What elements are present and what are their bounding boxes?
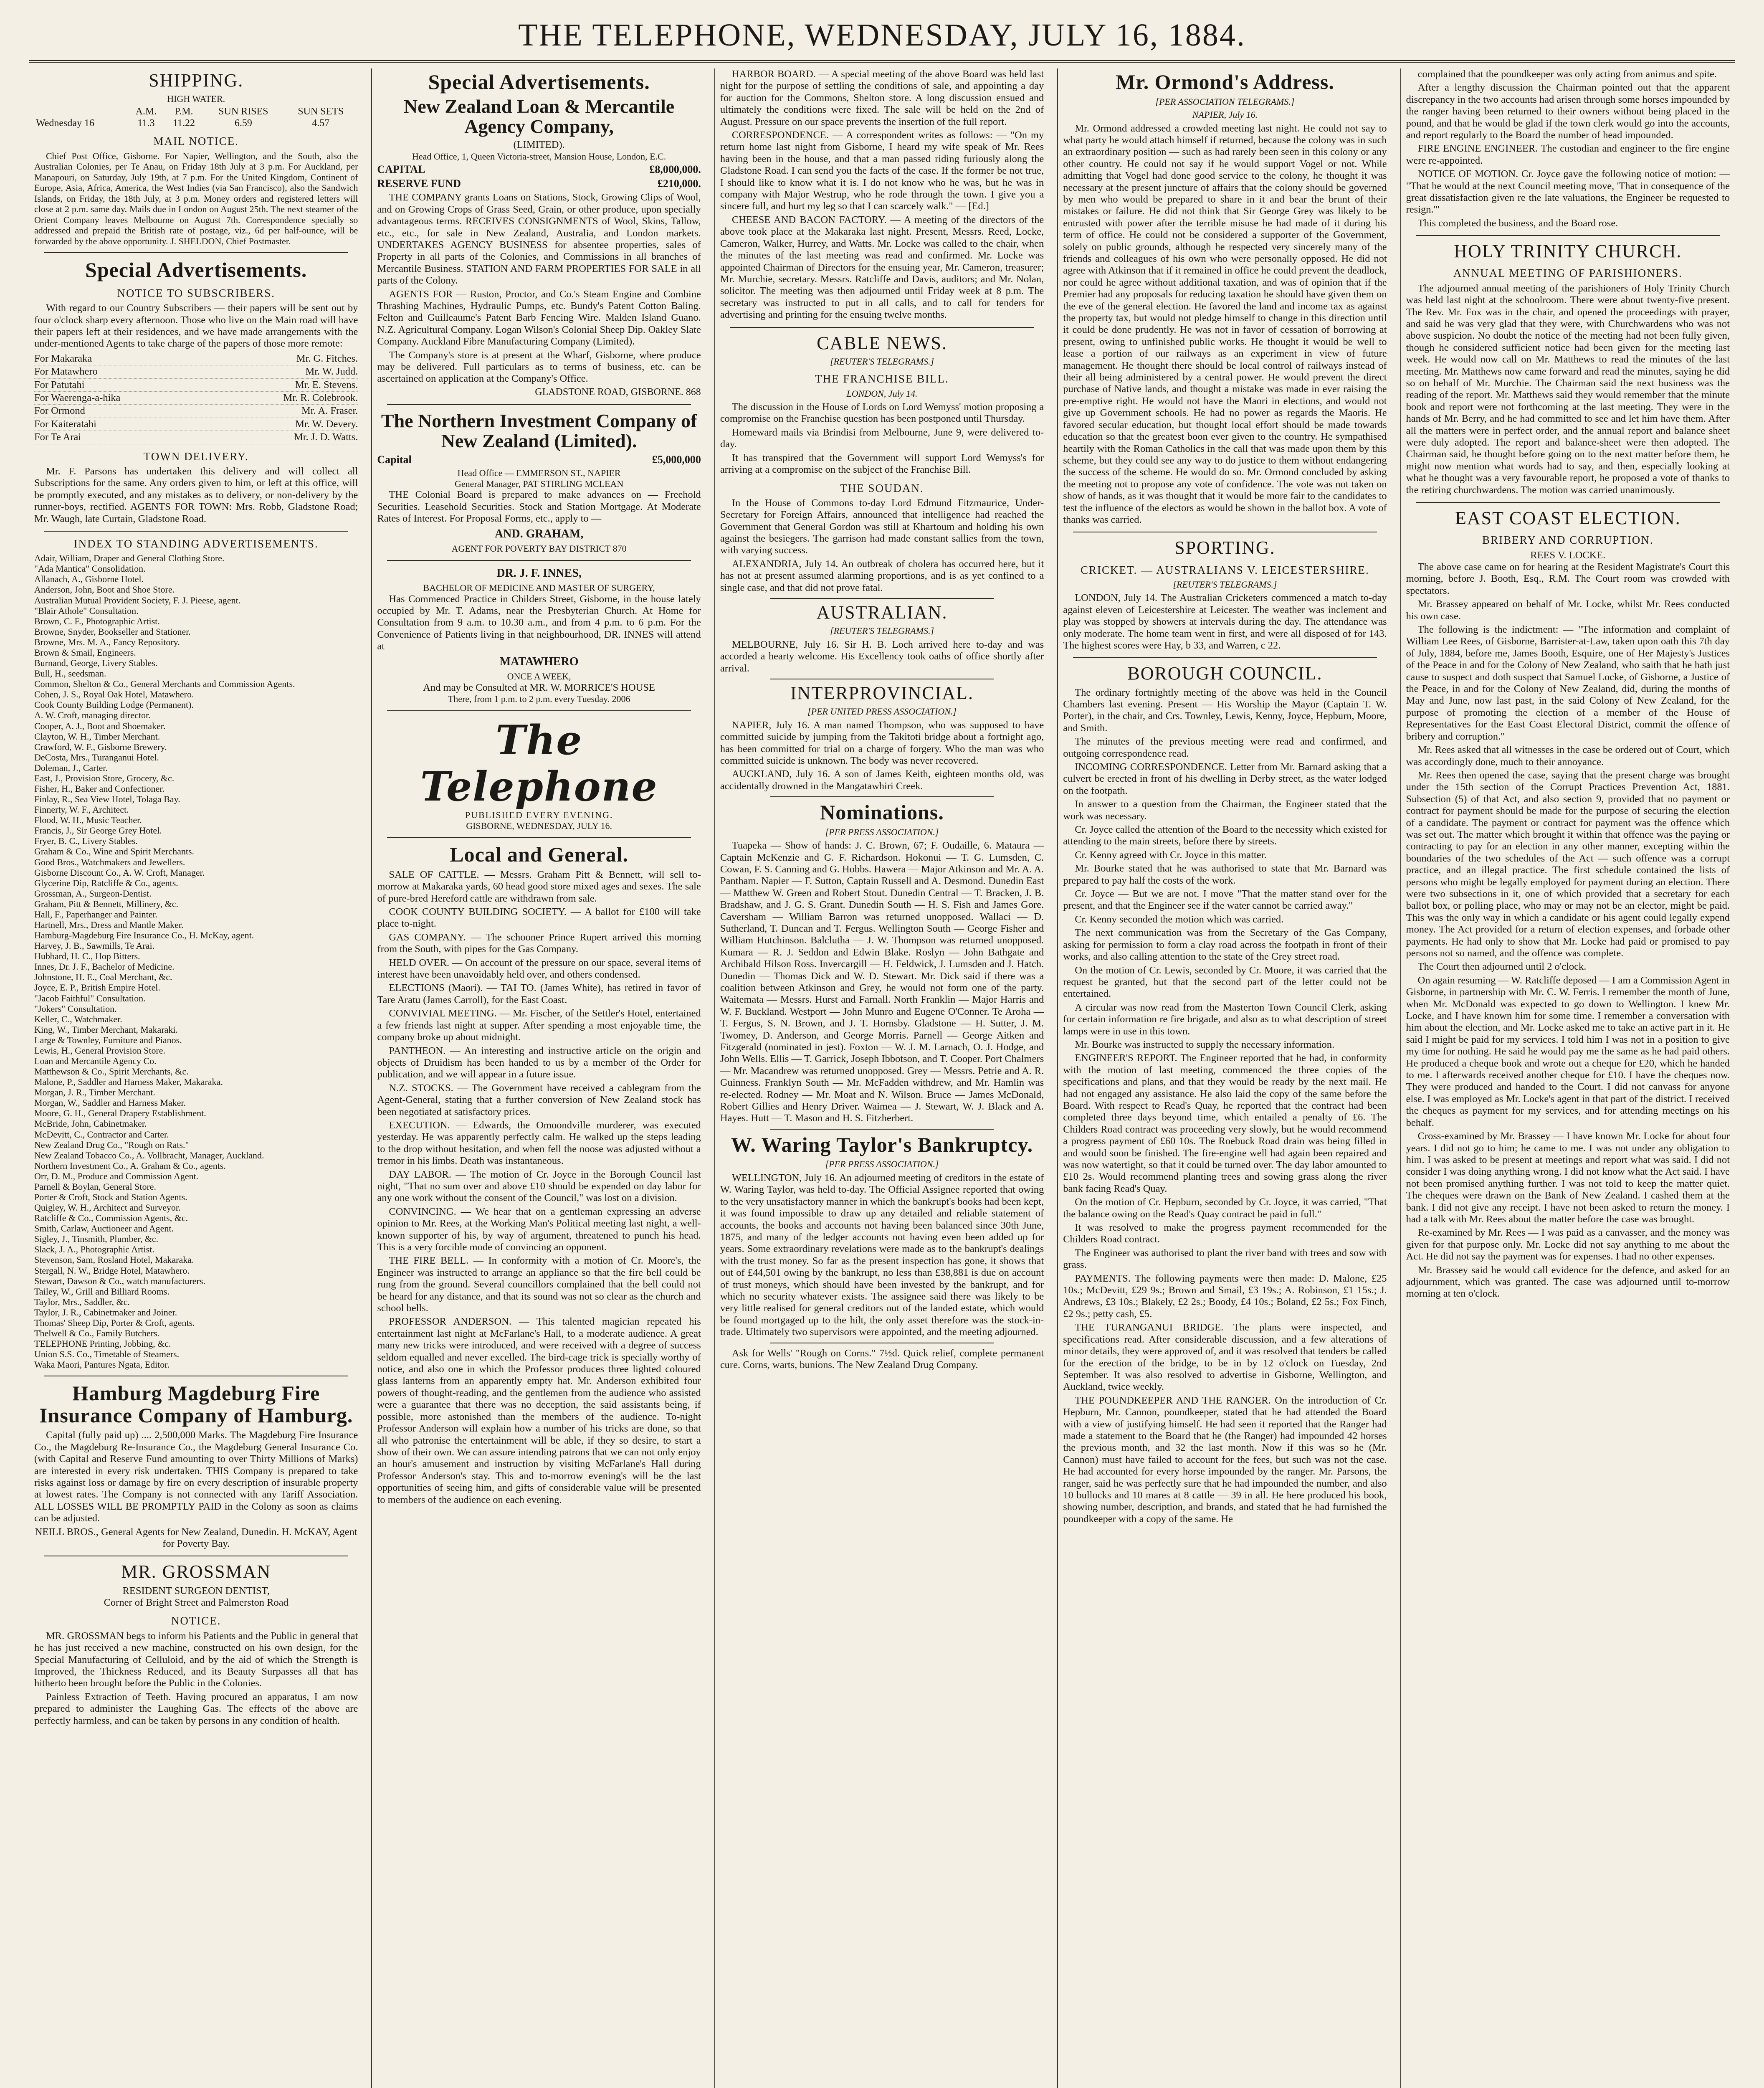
hamburg-title: Hamburg Magdeburg Fire Insurance Company of Hamburg. xyxy=(39,1381,353,1427)
nominations-title: Nominations. xyxy=(820,801,944,824)
harbour-news xyxy=(720,68,1044,321)
news-paragraph: PANTHEON. — An interesting and instructive article on the origin and objects of Druidism has been handed to us by a member of the Order for publication, and we will appear in a future issue. xyxy=(377,1045,701,1080)
waring-title: W. Waring Taylor's Bankruptcy. xyxy=(731,1133,1033,1156)
index-entry: Lewis, H., General Provision Store. xyxy=(34,1045,166,1056)
tide-col: SUN SETS xyxy=(298,106,344,117)
divider xyxy=(387,560,691,561)
grossman-name: MR. GROSSMAN xyxy=(121,1561,271,1582)
index-entry: Taylor, Mrs., Saddler, &c. xyxy=(34,1296,130,1307)
northern-agent: AND. GRAHAM, xyxy=(494,527,584,540)
index-entry: Ratcliffe & Co., Commission Agents, &c. xyxy=(34,1213,188,1224)
nominations-sub: [PER PRESS ASSOCIATION.] xyxy=(825,826,939,837)
subscribers-body: With regard to our Country Subscribers — their papers will be sent out by four o'clock sharp every afternoon. Those who live on the Main road will have their papers left at their residences, and we have made arrangements with the under-mentioned Agents to take charge of the papers of those more remote: xyxy=(34,302,358,350)
loan-company: New Zealand Loan & Mercantile Agency Company, xyxy=(404,95,675,137)
news-paragraph: GAS COMPANY. — The schooner Prince Rupert arrived this morning from the South, with pipes for the Gas Company. xyxy=(377,931,701,955)
ormond-sub: [PER ASSOCIATION TELEGRAMS.] xyxy=(1155,96,1295,107)
news-paragraph: SALE OF CATTLE. — Messrs. Graham Pitt & Bennett, will sell to-morrow at Makaraka yards, 60 head good store mixed ages and sexes. The sale of pure-bred Hereford cattle are withdrawn from sale. xyxy=(377,869,701,904)
index-entry: Good Bros., Watchmakers and Jewellers. xyxy=(34,856,185,867)
loan-office: Head Office, 1, Queen Victoria-street, Mansion House, London, E.C. xyxy=(412,151,666,162)
list-item: For Te Arai Mr. J. D. Watts. xyxy=(34,431,358,444)
east-coast-sub: BRIBERY AND CORRUPTION. xyxy=(1482,534,1654,547)
index-entry: Innes, Dr. J. F., Bachelor of Medicine. xyxy=(34,961,175,972)
innes-place: MATAWHERO xyxy=(499,655,579,668)
news-paragraph: After a lengthy discussion the Chairman pointed out that the apparent discrepancy in the two accounts had arisen through some horses impounded by the ranger having been returned to their owners without being placed in the pound, and that he would be glad if the town clerk would go into the accounts, and report regularly to the Board the number of head impounded. xyxy=(1406,82,1730,141)
index-entry: "Ada Mantica" Consolidation. xyxy=(34,563,146,574)
australian-title: AUSTRALIAN. xyxy=(816,602,948,623)
grossman-role: RESIDENT SURGEON DENTIST, xyxy=(122,1585,270,1596)
news-paragraph: COOK COUNTY BUILDING SOCIETY. — A ballot for £100 will take place to-night. xyxy=(377,906,701,930)
tide-cell: 11.22 xyxy=(172,117,195,129)
index-entry: Common, Shelton & Co., General Merchants and Commission Agents. xyxy=(34,679,295,689)
index-entry: Flood, W. H., Music Teacher. xyxy=(34,815,142,826)
index-entry: Bull, H., seedsman. xyxy=(34,668,106,679)
index-entry: Graham, Pitt & Bennett, Millinery, &c. xyxy=(34,898,179,909)
news-paragraph: The discussion in the House of Lords on Lord Wemyss' motion proposing a compromise on the Franchise question has been postponed until Thursday. xyxy=(720,401,1044,425)
high-water-label: HIGH WATER. xyxy=(167,94,225,104)
east-coast-title: EAST COAST ELECTION. xyxy=(1455,508,1681,529)
index-entry: Taylor, J. R., Cabinetmaker and Joiner. xyxy=(34,1307,177,1318)
index-entry: Brown & Smail, Engineers. xyxy=(34,647,136,658)
index-entry: Hubbard, H. C., Hop Bitters. xyxy=(34,951,140,962)
news-paragraph: CONVIVIAL MEETING. — Mr. Fischer, of the Settler's Hotel, entertained a few friends last night at supper. After spending a most enjoyable time, the company broke up about midnight. xyxy=(377,1008,701,1043)
index-entry: Fisher, H., Baker and Confectioner. xyxy=(34,783,165,794)
franchise-title: THE FRANCHISE BILL. xyxy=(815,372,949,385)
news-paragraph: Cr. Kenny agreed with Cr. Joyce in this matter. xyxy=(1075,849,1267,861)
agents-list xyxy=(34,352,358,444)
news-paragraph: Cr. Joyce called the attention of the Board to the necessity which existed for attending to the main streets, before there by streets. xyxy=(1063,824,1387,847)
trinity-body: The adjourned annual meeting of the parishioners of Holy Trinity Church was held last night at the schoolroom. There were about twenty-five present. The Rev. Mr. Fox was in the chair, and opened the proceedings with prayer, and said he was very glad that they were, with Churchwardens who was not above suspicion. No doubt the notice of the meeting had not been fully given, though he considered sufficient notice had been given for the meeting last week. He would now call on Mr. Matthews to read the minutes of the last meeting. Mr. Matthews now came forward and read the minutes, saying he did so on behalf of Mr. Murchie. The Chairman said the next business was the reading of the report. Mr. Matthews said they would remember that the minute book and report were not forthcoming at the last meeting. They were in the hands of Mr. Berry, and he had committed to see and let him have them. After all the matters were in perfect order, and the annual report and balance sheet were duly adopted. The report and balance-sheet were then adopted. The Chairman said, he thought before going on to the next matter before them, he might now mention what words had to say, and then, especially looking at what he thought was a very favourable report, he proposed a vote of thanks to the retiring churchwardens. The motion was carried unanimously. xyxy=(1406,282,1730,496)
index-entry: Smith, Carlaw, Auctioneer and Agent. xyxy=(34,1223,174,1234)
hamburg-sign: NEILL BROS., General Agents for New Zealand, Dunedin. H. McKAY, Agent for Poverty Bay. xyxy=(35,1526,357,1549)
news-paragraph: INCOMING CORRESPONDENCE. Letter from Mr. Barnard asking that a culvert be erected in front of his dwelling in Derby street, as the water lodged on the footpath. xyxy=(1063,761,1387,796)
news-paragraph: FIRE ENGINE ENGINEER. The custodian and engineer to the fire engine were re-appointed. xyxy=(1406,143,1730,166)
inter-sub: [PER UNITED PRESS ASSOCIATION.] xyxy=(807,706,957,717)
index-entry: Brown, C. F., Photographic Artist. xyxy=(34,616,160,626)
tide-cell: 6.59 xyxy=(234,117,252,129)
nominations-body: Tuapeka — Show of hands: J. C. Brown, 67; F. Oudaille, 6. Mataura — Captain McKenzie and G. F. Richardson. Hokonui — T. G. Lumsden, C. Cowan, F. S. Canning and G. Hobbs. Hawera — Major Atkinson and Mr. A. A. Pantham. Napier — F. Sutton, Captain Russell and A. Desmond. Dunedin East — Matthew W. Green and Robert Stout. Dunedin Central — T. Bracken, J. B. Bradshaw, and J. G. S. Grant. Dunedin South — H. S. Fish and James Gore. Caversham — William Barron was returned unopposed. Wallaci — D. Sutherland, T. Duncan and T. Fergus. Wellington South — George Fisher and William Hutchinson. Balclutha — J. W. Thompson was returned unopposed. Kumara — R. J. Seddon and Edwin Blake. Roslyn — John Bathgate and Archibald Hilson Ross. Invercargill — H. Feldwick, J. Lumsden and J. Hatch. Dunedin — Thomas Dick and W. D. Stewart. Mr. Dick said if there was a coalition between Atkinson and Grey, he would not form one of the party. Waitemata — Messrs. Hurst and Farnall. North Franklin — Major Harris and W. F. Buckland. Westport — John Munro and Eugene O'Conner. Te Aroha — T. Fergus, S. N. Brown, and J. T. Hornsby. Gladstone — H. Sutter, J. M. Twomey, D. Anderson, and George Morris. Parnell — George Aitken and Fitzgerald (nominated in jest). Foxton — W. J. M. Larnach, O. J. Hodge, and John Wells. Ellis — T. Garrick, Joseph Ibbotson, and T. Cooper. Port Chalmers — Mr. Macandrew was returned unopposed. Grey — Messrs. Petrie and A. R. Guinness. Franklyn South — Mr. McFadden withdrew, and Mr. Hamlin was re-elected. Rodney — Mr. Moat and N. Wilson. Bruce — James McDonald, Robert Gillies and Henry Driver. Waimea — J. Stewart, W. J. Black and A. Hayes. Hutt — T. Mason and H. S. Fitzherbert. xyxy=(720,840,1044,1124)
divider xyxy=(387,404,691,405)
index-entry: Fryer, B. C., Livery Stables. xyxy=(34,836,138,846)
cricket-body: LONDON, July 14. The Australian Cricketers commenced a match to-day against eleven of Leicestershire at Leicester. The weather was inclement and play was stopped by showers at intervals during the day. The attendance was only moderate. The home team went in first, and were all disposed of for 143. The highest scores were Hay, b 33, and Warren, c 22. xyxy=(1063,592,1387,651)
index-entry: Hamburg-Magdeburg Fire Insurance Co., H. McKay, agent. xyxy=(34,930,254,941)
news-paragraph: The next communication was from the Secretary of the Gas Company, asking for permission to form a clay road across the footpath in front of their works, and also calling attention to the state of the Grey street road. xyxy=(1063,927,1387,963)
index-title: INDEX TO STANDING ADVERTISEMENTS. xyxy=(73,537,319,550)
index-entry: TELEPHONE Printing, Jobbing, &c. xyxy=(34,1338,171,1349)
tide-cell: 11.3 xyxy=(137,117,155,129)
index-entry: Thelwell & Co., Family Butchers. xyxy=(34,1328,160,1339)
news-paragraph: Mr. Brassey appeared on behalf of Mr. Locke, whilst Mr. Rees conducted his own case. xyxy=(1406,598,1730,622)
index-entry: Moore, G. H., General Drapery Establishment. xyxy=(34,1108,206,1119)
index-entry: Graham & Co., Wine and Spirit Merchants. xyxy=(34,846,195,857)
index-entry: Malone, P., Saddler and Harness Maker, Makaraka. xyxy=(34,1077,223,1087)
mail-notice-title: MAIL NOTICE. xyxy=(153,135,239,148)
news-paragraph: The following is the indictment: — "The information and complaint of William Lee Rees, of Gisborne, Barrister-at-Law, taken upon oath this 7th day of July, 1884, before me, James Booth, Esquire, one of Her Majesty's Justices of the Peace in and for the Colony of New Zealand, who saith that he hath just cause to suspect and doth suspect that Samuel Locke, of Gisborne, a Justice of the Peace, in and for the Colony of New Zealand, did, during the months of May and June, now last past, in the said Colony of New Zealand, for the purpose of promoting the election of a member of the House of Representatives for the East Coast Electoral District, commit the offence of bribery and corruption." xyxy=(1406,624,1730,742)
northern-manager: General Manager, PAT STIRLING MCLEAN xyxy=(454,478,624,489)
index-entry: "Blair Athole" Consultation. xyxy=(34,605,139,616)
divider xyxy=(770,796,994,797)
news-paragraph: Cr. Kenny seconded the motion which was carried. xyxy=(1075,913,1284,925)
news-paragraph: This completed the business, and the Board rose. xyxy=(1417,217,1618,229)
news-paragraph: On the motion of Cr. Hepburn, seconded by Cr. Joyce, it was carried, "That the balance owing on the Read's Quay contract be paid in full." xyxy=(1063,1196,1387,1220)
index-entry: DeCosta, Mrs., Turanganui Hotel. xyxy=(34,752,159,763)
news-paragraph: The ordinary fortnightly meeting of the above was held in the Council Chambers last evening. Present — His Worship the Mayor (Captain T. W. Porter), in the chair, and Crs. Townley, Lewis, Kenny, Joyce, Hepburn, Moore, and Smith. xyxy=(1063,687,1387,734)
index-entry: Stevenson, Sam, Rosland Hotel, Makaraka. xyxy=(34,1254,194,1265)
news-paragraph: NAPIER, July 16. A man named Thompson, who was supposed to have committed suicide by jumping from the Takitoti bridge about a fortnight ago, has been committed for trial on a charge of forgery. Who the man was who committed suicide is unknown. The body was never recovered. xyxy=(720,719,1044,766)
news-paragraph: THE POUNDKEEPER AND THE RANGER. On the introduction of Cr. Hepburn, Mr. Cannon, poundkeeper, stated that he had attended the Board with a view of justifying himself. He had seen it reported that the Ranger had made a statement to the Board that he (the Ranger) had impounded 42 horses the previous month, and 32 the last month. Now if this was so he (Mr. Cannon) must have failed to account for the fees, but such was not the case. He had accounted for every horse impounded by the ranger. Mr. Parsons, the ranger, said he was perfectly sure that he had impounded the number, and also 10 bullocks and 10 mares at 8 cattle — 39 in all. He here produced his book, showing number, description, and brands, and stated that he had furnished the poundkeeper with a copy of the same. He xyxy=(1063,1394,1387,1525)
news-paragraph: The Engineer was authorised to plant the river band with trees and sow with grass. xyxy=(1063,1247,1387,1271)
waring-body: WELLINGTON, July 16. An adjourned meeting of creditors in the estate of W. Waring Taylor, was held to-day. The Official Assignee reported that owing to the very unsatisfactory manner in which the bankrupt's books had been kept, it was found impossible to draw up any detailed and reliable statement of accounts, the books and accounts not having been balanced since 30th June, 1875, and many of the ledger accounts not having even been added up for years. Some extraordinary revelations were made as to the bankrupt's dealings with the trust money. So far as the present inspection has gone, it shows that out of £44,501 owing by the bankrupt, no less than £38,881 is due on account of trust moneys, which should have been invested by the bankrupt, and for which no security whatever exists. The assignee said there was likely to be very little realised for general creditors out of the landed estate, which would be found mortgaged up to the hilt, the only asset therefore was the stock-in-trade. Ultimately two supervisors were appointed, and the meeting adjourned. xyxy=(720,1172,1044,1338)
news-paragraph: It was resolved to make the progress payment recommended for the Childers Road contract. xyxy=(1063,1222,1387,1245)
list-item: For Patutahi Mr. E. Stevens. xyxy=(34,379,358,392)
northern-agent-sub: AGENT FOR POVERTY BAY DISTRICT 870 xyxy=(451,543,627,554)
news-paragraph: Mr. Bourke stated that he was authorised to state that Mr. Barnard was prepared to pay half the costs of the work. xyxy=(1063,863,1387,886)
column-4 xyxy=(1057,68,1392,2088)
loan-agents: AGENTS FOR — Ruston, Proctor, and Co.'s Steam Engine and Combine Thrashing Machines, Hydraulic Pumps, etc. Bundy's Patent Cotton Baling. Felton and Guilleaume's Patent Barb Fencing Wire. Malden Island Guano. N.Z. Agricultural Company. Logan Wilson's Colonial Sheep Dip. Oakley Slate Company. Auckland Fibre Manufacturing Company (Limited). xyxy=(377,288,701,347)
special-ads-title: Special Advertisements. xyxy=(85,258,307,282)
ormond-body: Mr. Ormond addressed a crowded meeting last night. He could not say to what party he would attach himself if returned, because the colony was in such an extraordinary position — such as had rarely been seen in this colony or any other country. He could not say if he would support Vogel or not. While admitting that Vogel had done good service to the colony, he thought it was necessary at the present juncture of affairs that the colony should be governed by men who would be prepared to share in it and bear the brunt of their mistakes or failure. He did not think that Sir George Grey was likely to be entrusted with power after the terrible misuse he had made of it during his term of office. He could not be considered a supporter of the Government, solely on public grounds, although he respected very sincerely many of the friends and colleagues of his own who were personally opposed. He did not agree with Atkinson that if it remained in office he could prevent the deadlock, nor could he agree without additional taxation, and was of opinion that if the Premier had any proposals for reducing taxation he should have given them on the eve of the general election. He favored the land and income tax as against the property tax, but would not pledge himself to change in this direction until it could be done prudently. He was not in favor of cessation of borrowing at present, owing to unfinished public works. He thought it would be well to lease a portion of our railways as an experiment in view of future management. He thought there should be local control of railways instead of their all being administered by a central power. He would prevent the direct purchase of Native lands, and thought a mistake was made in ever raising the pre-emptive right. He would not have the Maori in elections, and would not give up Government schools. He had no power as regards the Maoris. He favored secular education, but thought local effort should be made towards education so that the greatest boon ever given to the country. He sympathised heartily with the Roman Catholics in the call that was made upon them by this scheme, but they could see any way to do justice to them without endangering the success of the scheme. He would do so. Mr. Ormond concluded by asking the meeting not to propose any vote of confidence. The vote was not taken on show of hands, as it was thought that it would be more fair to the candidates to test the influence of the electors as would be shown in the ballot box. A vote of thanks was carried. xyxy=(1063,122,1387,525)
news-paragraph: THE FIRE BELL. — In conformity with a motion of Cr. Moore's, the Engineer was instructed to arrange an appliance so that the fire bell could be rung from the ground. Several councillors complained that the bell could not be heard for any distance, and that its sound was not so clear as the church and school bells. xyxy=(377,1255,701,1314)
column-5 xyxy=(1400,68,1735,2088)
news-paragraph: The Court then adjourned until 2 o'clock. xyxy=(1417,961,1587,973)
index-entry: Morgan, J. R., Timber Merchant. xyxy=(34,1087,155,1098)
innes-place-sub: ONCE A WEEK, xyxy=(507,671,571,682)
index-entry: Tailey, W., Grill and Billiard Rooms. xyxy=(34,1286,170,1297)
news-paragraph: On again resuming — W. Ratcliffe deposed — I am a Commission Agent in Gisborne, in partnership with Mr. C. W. Ferris. I remember the month of June, when Mr. McDonald was expected to go down to Wellington. I knew Mr. Locke, and I have known him for some time. I remember a conversation with him about the election, and Mr. Locke asked me to take an active part in it. He said I might be paid for my services. I told him I was not in a position to give my time for nothing. He said he would pay me the same as he had paid others. He produced a cheque book and wrote out a cheque for £20, which he handed to me. I afterwards received another cheque for £10. I have the cheques now. They were produced and handed to the Court. I did not canvass for anyone else. I was employed as Mr. Locke's agent in that part of the district. I received the cheques as payment for my services, and for attending meetings on his behalf. xyxy=(1406,974,1730,1128)
cricket-sub: [REUTER'S TELEGRAMS.] xyxy=(1173,579,1277,590)
news-paragraph: ELECTIONS (Maori). — TAI TO. (James White), has retired in favor of Tare Aratu (James Carroll), for the East Coast. xyxy=(377,982,701,1006)
index-list xyxy=(34,553,358,1370)
index-entry: Adair, William, Draper and General Clothing Store. xyxy=(34,553,225,564)
news-paragraph: CONVINCING. — We hear that on a gentleman expressing an adverse opinion to Mr. Rees, at the Working Man's Political meeting last night, a well-known supporter of his, by way of argument, threatened to punch his head. This is a very forcible mode of convincing an opponent. xyxy=(377,1206,701,1253)
grossman-painless: Painless Extraction of Teeth. Having procured an apparatus, I am now prepared to administer the Laughing Gas. The effects of the above are perfectly harmless, and can be taken by persons in any condition of health. xyxy=(34,1691,358,1726)
index-entry: Union S.S. Co., Timetable of Steamers. xyxy=(34,1349,180,1360)
news-paragraph: A circular was now read from the Masterton Town Council Clerk, asking for certain information re fire brigade, and also as to what description of street lamps were in use in this town. xyxy=(1063,1001,1387,1037)
borough-continued xyxy=(1406,68,1730,229)
divider xyxy=(1416,502,1720,503)
northern-body: THE Colonial Board is prepared to make advances on — Freehold Securities. Leasehold Securities. Stock and Station Mortgage. At Moderate Rates of Interest. For Proposal Forms, etc., apply to — xyxy=(377,489,701,525)
tide-cell: 4.57 xyxy=(312,117,330,129)
loan-sign: GLADSTONE ROAD, GISBORNE. 868 xyxy=(535,386,701,398)
innes-consult: And may be Consulted at MR. W. MORRICE'S HOUSE xyxy=(423,682,655,693)
inter-title: INTERPROVINCIAL. xyxy=(790,682,974,703)
borough-news xyxy=(1063,687,1387,1525)
hamburg-body: Capital (fully paid up) .... 2,500,000 Marks. The Magdeburg Fire Insurance Co., the Magdeburg Re-Insurance Co., the Magdeburg General Insurance Co. (with Capital and Reserve Fund amounting to over Thirty Millions of Marks) are interested in every risk undertaken. THIS Company is prepared to take risks against loss or damage by fire on every description of insurable property at lowest rates. The Company is not connected with any Tariff Association. ALL LOSSES WILL BE PROMPTLY PAID in the Colony as soon as claims can be adjusted. xyxy=(34,1429,358,1524)
index-entry: Gisborne Discount Co., A. W. Croft, Manager. xyxy=(34,867,205,878)
reuter-label: [REUTER'S TELEGRAMS.] xyxy=(830,356,934,367)
index-entry: Crawford, W. F., Gisborne Brewery. xyxy=(34,741,167,752)
column-1 xyxy=(29,68,363,2088)
list-item: For Kaiteratahi Mr. W. Devery. xyxy=(34,418,358,431)
innes-time: There, from 1 p.m. to 2 p.m. every Tuesday. 2006 xyxy=(448,694,630,704)
index-entry: Keller, C., Watchmaker. xyxy=(34,1014,122,1024)
index-entry: Porter & Croft, Stock and Station Agents. xyxy=(34,1192,187,1203)
tide-col xyxy=(34,106,128,118)
index-entry: A. W. Croft, managing director. xyxy=(34,710,151,721)
index-entry: Australian Mutual Provident Society, F. J. Pieese, agent. xyxy=(34,595,241,606)
mail-notice-body: Chief Post Office, Gisborne. For Napier, Wellington, and the South, also the Australian Colonies, per Te Anau, on Friday 18th July at 3 p.m. For Auckland, per Manapouri, on Saturday, July 19th, at 7 p.m. For the United Kingdom, Continent of Europe, Asia, Africa, America, the West Indies (via San Francisco), also the Sandwich Islands, on Friday, the 18th July, at 3 p.m. Money orders and registered letters will close at 2 p.m. same day. Mails due in London on August 25th. The next steamer of the Orient Company leaves Melbourne on August 7th. Correspondence specially so addressed and prepaid the British rate of postage, viz., 6d per half-ounce, will be forwarded by the above opportunity. J. SHELDON, Chief Postmaster. xyxy=(34,150,358,246)
soudan-title: THE SOUDAN. xyxy=(840,481,924,494)
index-entry: "Jacob Faithful" Consultation. xyxy=(34,993,146,1003)
column-2 xyxy=(371,68,706,2088)
northern-head: Head Office — EMMERSON ST., NAPIER xyxy=(457,468,621,479)
sporting-title: SPORTING. xyxy=(1174,537,1276,558)
soudan-news xyxy=(720,497,1044,594)
paper-date: GISBORNE, WEDNESDAY, JULY 16. xyxy=(466,820,612,831)
divider xyxy=(1073,657,1377,658)
northern-capital: Capital £5,000,000 xyxy=(377,454,701,466)
index-entry: Matthewson & Co., Spirit Merchants, &c. xyxy=(34,1066,189,1077)
news-paragraph: NOTICE OF MOTION. Cr. Joyce gave the following notice of motion: — "That he would at the next Council meeting move, 'That in consequence of the great dissatisfaction given re the late valuations, the Engineer be requested to resign.'" xyxy=(1406,168,1730,215)
list-item: For Waerenga-a-hika Mr. R. Colebrook. xyxy=(34,392,358,405)
news-paragraph: Mr. Rees then opened the case, saying that the present charge was brought under the 15th section of the Corrupt Practices Prevention Act, 1881. Subsection (5) of that Act, and also section 9, provided that no payment or contract for payment should be made for the purpose of securing the election of a candidate. The payment or contract for payment was the offence which was set out. The matter which brought it within that offence was the paying or contracting to pay for an election in any other manner, excepting within the boundaries of the two schedules of the Act — such offence was a corrupt practice, and an illegal practice. The first schedule contained the lists of persons who might be legally employed for payment during an election. There were two subsections in it, one of which provided that a secretary for each ballot box, or polling place, who may or may not be an elector, might be paid. This was the only way in which a candidate or his agent could legally expend money. The Act provided for a return of election expenses, and forbade other payments. He had only to show that Mr. Locke had paid or promised to pay persons not so named, and the offence was complete. xyxy=(1406,769,1730,959)
divider xyxy=(387,710,691,711)
index-entry: East, J., Provision Store, Grocery, &c. xyxy=(34,773,175,783)
index-entry: Thomas' Sheep Dip, Porter & Croft, agents. xyxy=(34,1317,195,1328)
tide-table xyxy=(34,106,358,129)
shipping-title: SHIPPING. xyxy=(149,70,244,91)
paper-title: The Telephone xyxy=(420,716,658,810)
news-paragraph: AUCKLAND, July 16. A son of James Keith, eighteen months old, was accidentally drowned in the Mangatawhiri Creek. xyxy=(720,768,1044,792)
australian-body: MELBOURNE, July 16. Sir H. B. Loch arrived here to-day and was accorded a hearty welcome. His Excellency took oaths of office shortly after arrival. xyxy=(720,639,1044,674)
tide-cell: Wednesday 16 xyxy=(36,117,95,129)
index-entry: Anderson, John, Boot and Shoe Store. xyxy=(34,584,175,595)
index-entry: Morgan, W., Saddler and Harness Maker. xyxy=(34,1097,186,1108)
ormond-date: NAPIER, July 16. xyxy=(1192,109,1258,120)
index-entry: Finlay, R., Sea View Hotel, Tolaga Bay. xyxy=(34,794,180,805)
divider xyxy=(730,327,1034,328)
index-entry: Browne, Snyder, Bookseller and Stationer. xyxy=(34,626,191,637)
divider xyxy=(770,1129,994,1130)
cricket-title: CRICKET. — AUSTRALIANS V. LEICESTERSHIRE. xyxy=(1081,563,1369,576)
paper-published: PUBLISHED EVERY EVENING. xyxy=(465,810,613,821)
divider xyxy=(770,598,994,599)
index-entry: Johnstone, H. E., Coal Merchant, &c. xyxy=(34,972,172,983)
news-paragraph: Re-examined by Mr. Rees — I was paid as a canvasser, and the money was given for that purpose only. Mr. Locke did not say anything to me about the Act. He did not say the payment was for expenses. I had no other expenses. xyxy=(1406,1227,1730,1262)
index-entry: McBride, John, Cabinetmaker. xyxy=(34,1118,147,1129)
news-paragraph: DAY LABOR. — The motion of Cr. Joyce in the Borough Council last night, "That no sum over and above £10 should be expended on day labor for any one work without the consent of the Council," was lost on a division. xyxy=(377,1168,701,1204)
news-paragraph: HELD OVER. — On account of the pressure on our space, several items of interest have been unavoidably held over, and others condensed. xyxy=(377,957,701,981)
divider xyxy=(1416,235,1720,236)
index-entry: New Zealand Tobacco Co., A. Vollbracht, Manager, Auckland. xyxy=(34,1150,264,1161)
subscribers-heading: NOTICE TO SUBSCRIBERS. xyxy=(117,286,275,299)
innes-body: Has Commenced Practice in Childers Street, Gisborne, in the house lately occupied by Mr. T. Adams, near the Presbyterian Church. At Home for Consultation from 9 a.m. to 10.30 a.m., and from 4 p.m. to 6 p.m. For the Convenience of Patients living in that neighbourhood, DR. INNES will attend at xyxy=(377,593,701,652)
innes-degree: BACHELOR OF MEDICINE AND MASTER OF SURGERY, xyxy=(423,583,655,593)
news-paragraph: The above case came on for hearing at the Resident Magistrate's Court this morning, before J. Booth, Esq., R.M. The Court room was crowded with spectators. xyxy=(1406,561,1730,596)
index-entry: Hartnell, Mrs., Dress and Mantle Maker. xyxy=(34,919,184,930)
news-paragraph: Mr. Rees asked that all witnesses in the case be ordered out of Court, which was accordingly done, much to their annoyance. xyxy=(1406,744,1730,768)
index-entry: Harvey, J. B., Sawmills, Te Arai. xyxy=(34,940,155,951)
news-paragraph: Cross-examined by Mr. Brassey — I have known Mr. Locke for about four years. I did not go to him; he came to me. I was not under any obligation to him. I was asked to be present at meetings and report what was said. I did not consider I was doing anything wrong. I did not know what the Act said. I have not been promised anything further. I was not told to keep the matter quiet. The cheques were drawn on the Bank of New Zealand. I cashed them at the bank. I did not give any receipt. I have not been asked to return the money. I had a talk with Mr. Rees about the matter before the case was brought. xyxy=(1406,1130,1730,1225)
news-paragraph: complained that the poundkeeper was only acting from animus and spite. xyxy=(1417,68,1717,80)
borough-title: BOROUGH COUNCIL. xyxy=(1127,663,1323,684)
news-paragraph: CORRESPONDENCE. — A correspondent writes as follows: — "On my return home last night from Gisborne, I heard my wife speak of Mr. Rees having been in the house, and that a man passed riding furiously along the Gladstone Road. I can send you the facts of the case. If the former be not true, I should like to know what it is. I do not know who he was, but he was in company with Major Westrup, who he rode through the town. I give you a sincere full, and hurt my leg so that I can scarcely walk." — [Ed.] xyxy=(720,129,1044,212)
tide-col: P.M. xyxy=(175,106,193,117)
tide-col: SUN RISES xyxy=(218,106,268,117)
loan-limited: (LIMITED). xyxy=(513,139,565,151)
news-paragraph: PROFESSOR ANDERSON. — This talented magician repeated his entertainment last night at McFarlane's Hall, to a moderate audience. A great many new tricks were introduced, and were received with a degree of success seldom equalled and never excelled. The bird-cage trick is specially worthy of notice, and also one in which the Professor produces three lighted coloured glass lanterns from an apparently empty hat. Mr. Anderson exhibited four powers of thought-reading, and the gentlemen from the audience who assisted were a guarantee that there was no deception, the said assistants being, if possible, more astonished than the members of the audience. To-night Professor Anderson will explain how a number of his tricks are done, so that all who patronise the entertainment will be able, if they so desire, to start a show of their own. We can assure intending patrons that we can not only enjoy an hour's amusement and instruction by visiting McFarlane's Hall during Professor Anderson's stay. This and to-morrow evening's will be the last opportunities of seeing him, and gifts of considerable value will be presented to members of the audience on each evening. xyxy=(377,1316,701,1505)
index-entry: Doleman, J., Carter. xyxy=(34,762,108,773)
news-paragraph: Mr. Bourke was instructed to supply the necessary information. xyxy=(1075,1039,1335,1050)
index-entry: Cohen, J. S., Royal Oak Hotel, Matawhero. xyxy=(34,689,194,700)
index-entry: Glycerine Dip, Ratcliffe & Co., agents. xyxy=(34,877,178,888)
index-entry: Sigley, J., Tinsmith, Plumber, &c. xyxy=(34,1234,159,1244)
list-item: For Matawhero Mr. W. Judd. xyxy=(34,365,358,378)
index-entry: Stewart, Dawson & Co., watch manufacturers. xyxy=(34,1275,205,1286)
index-entry: Orr, D. M., Produce and Commission Agent. xyxy=(34,1171,199,1181)
inter-news xyxy=(720,720,1044,792)
grossman-address: Corner of Bright Street and Palmerston Road xyxy=(104,1597,289,1608)
tide-col: A.M. xyxy=(135,106,157,117)
news-paragraph: N.Z. STOCKS. — The Government have received a cablegram from the Agent-General, stating that a further conversion of New Zealand stock has been negotiated at satisfactory prices. xyxy=(377,1082,701,1117)
index-entry: Cooper, A. J., Boot and Shoemaker. xyxy=(34,720,166,731)
east-coast-case: REES V. LOCKE. xyxy=(1530,549,1606,561)
index-entry: "Jokers" Consultation. xyxy=(34,1003,117,1014)
index-entry: Finnerty, W. F., Architect. xyxy=(34,804,129,815)
index-entry: King, W., Timber Merchant, Makaraki. xyxy=(34,1024,178,1035)
news-paragraph: Cr. Joyce — But we are not. I move "That the matter stand over for the present, and that the Engineer see if the water cannot be carried away." xyxy=(1063,888,1387,912)
news-paragraph: On the motion of Cr. Lewis, seconded by Cr. Moore, it was carried that the request be granted, but that the second part of the letter could not be entertained. xyxy=(1063,964,1387,1000)
local-news xyxy=(377,869,701,1506)
waring-sub: [PER PRESS ASSOCIATION.] xyxy=(825,1159,939,1170)
loan-closing: The Company's store is at present at the Wharf, Gisborne, where produce may be delivered. Full particulars as to terms of business, etc. can be ascertained on application at the Company's Office. xyxy=(377,349,701,385)
news-paragraph: ALEXANDRIA, July 14. An outbreak of cholera has occurred here, but it has not at present assumed alarming proportions, and is as yet confined to a single case, and that did not prove fatal. xyxy=(720,558,1044,593)
ormond-title: Mr. Ormond's Address. xyxy=(1115,70,1334,94)
index-entry: Francis, J., Sir George Grey Hotel. xyxy=(34,825,162,836)
loan-section-title: Special Advertisements. xyxy=(428,70,650,94)
index-entry: Cook County Building Lodge (Permanent). xyxy=(34,699,194,710)
east-coast-news xyxy=(1406,561,1730,1300)
index-entry: Waka Maori, Pantures Ngata, Editor. xyxy=(34,1359,170,1370)
news-paragraph: It has transpired that the Government will support Lord Wemyss's for arriving at a compromise on the subject of the Franchise Bill. xyxy=(720,452,1044,476)
index-entry: Hall, F., Paperhanger and Painter. xyxy=(34,909,158,920)
loan-body: THE COMPANY grants Loans on Stations, Stock, Growing Clips of Wool, and on Growing Crops of Grass Seed, Grain, or other produce, upon specially advantageous terms. RECEIVES CONSIGNMENTS of Wool, Skins, Tallow, etc., etc., for sale in New Zealand, Australia, and London markets. UNDERTAKES AGENCY BUSINESS for absentee properties, sales of Property in all parts of the Colonies, and Commissions in all branches of Mercantile Business. STATION AND FARM PROPERTIES FOR SALE in all parts of the Colony. xyxy=(377,192,701,286)
town-delivery-title: TOWN DELIVERY. xyxy=(143,450,249,463)
divider xyxy=(44,531,348,532)
news-paragraph: Mr. Brassey said he would call evidence for the defence, and asked for an adjournment, which was granted. The case was adjourned until to-morrow morning at ten o'clock. xyxy=(1406,1264,1730,1300)
index-entry: Allanach, A., Gisborne Hotel. xyxy=(34,574,144,585)
town-delivery-body: Mr. F. Parsons has undertaken this delivery and will collect all Subscriptions for the same. Any orders given to him, or left at this office, will be promptly executed, and any mistakes as to delivery, or non-delivery by the runner-boys, rectified. AGENTS FOR TOWN: Mrs. Robb, Gladstone Road; Mr. Waugh, late Curtain, Gladstone Road. xyxy=(34,465,358,525)
news-paragraph: THE TURANGANUI BRIDGE. The plans were inspected, and specifications read. After considerable discussion, and a few alterations of minor details, they were approved of, and it was resolved that tenders be called for the erection of the bridge, to be in by 12 o'clock on Tuesday, 2nd September. It was also resolved to advertise in Gisborne, Wellington, and Auckland, twice weekly. xyxy=(1063,1322,1387,1393)
index-entry: Quigley, W. H., Architect and Surveyor. xyxy=(34,1202,181,1213)
franchise-news xyxy=(720,401,1044,476)
news-paragraph: In answer to a question from the Chairman, the Engineer stated that the work was necessary. xyxy=(1063,798,1387,822)
index-entry: Browne, Mrs. M. A., Fancy Repository. xyxy=(34,636,180,647)
list-item: For Makaraka Mr. G. Fitches. xyxy=(34,352,358,365)
index-entry: Northern Investment Co., A. Graham & Co., agents. xyxy=(34,1160,226,1171)
news-paragraph: CHEESE AND BACON FACTORY. — A meeting of the directors of the above took place at the Makaraka last night. Present, Messrs. Reed, Locke, Cameron, Walker, Hurrey, and Watts. Mr. Locke was called to the chair, when the minutes of the last meeting was read and confirmed. Mr. Locke was appointed Chairman of Directors for the ensuing year, Mr. Cameron, treasurer; Mr. Murchie, secretary. Messrs. Ratcliffe and Davis, auditors; and Mr. Nolan, solicitor. The meeting was then adjourned until Friday week at 8 p.m. The secretary was instructed to put in all calls, and to call for tenders for advertising and printing for the ensuing twelve months. xyxy=(720,214,1044,321)
index-entry: Stergall, N. W., Bridge Hotel, Matawhero. xyxy=(34,1265,190,1276)
index-entry: Joyce, E. P., British Empire Hotel. xyxy=(34,982,160,993)
innes-name: DR. J. F. INNES, xyxy=(496,566,582,580)
index-entry: Burnand, George, Livery Stables. xyxy=(34,658,158,669)
cable-title: CABLE NEWS. xyxy=(817,332,947,353)
news-paragraph: EXECUTION. — Edwards, the Omoondville murderer, was executed yesterday. He was apparently perfectly calm. He walked up the steps leading to the drop without hesitation, and when fell the noose was adjusted without a tremor in his limbs. Death was instantaneous. xyxy=(377,1119,701,1167)
news-paragraph: Homeward mails via Brindisi from Melbourne, June 9, were delivered to-day. xyxy=(720,426,1044,450)
grossman-body: MR. GROSSMAN begs to inform his Patients and the Public in general that he has just received a new machine, constructed on his own design, for the Special Manufacturing of Celluloid, and by the aid of which the Strength is Improved, the Thickness Reduced, and its Beauty Surpasses all that has hitherto been brought before the Public in the Colonies. xyxy=(34,1630,358,1689)
columns xyxy=(29,68,1735,2088)
news-paragraph: ENGINEER'S REPORT. The Engineer reported that he had, in conformity with the motion of last meeting, commenced the three copies of the specifications and plans, and that they would be ready by the next mail. He had not engaged any assistance. He also laid the copy of the same before the Board. With respect to Read's Quay, he reported that the contract had been completed three days beyond time, which entailed a penalty of £6. The Childers Road contract was proceeding very slowly, but he would recommend a progress payment of £60 10s. The Roebuck Road drain was being filled in and would soon be finished. The fire-engine well had again been repaired and was now watertight, so that it could be turned over. The day labor amounted to £10 2s. Would recommend planting trees and sowing grass along the river bank facing Read's Quay. xyxy=(1063,1052,1387,1194)
index-entry: Grossman, A., Surgeon-Dentist. xyxy=(34,888,152,899)
index-entry: New Zealand Drug Co., "Rough on Rats." xyxy=(34,1139,189,1150)
index-entry: McDevitt, C., Contractor and Carter. xyxy=(34,1129,169,1140)
divider xyxy=(44,252,348,253)
grossman-notice-title: NOTICE. xyxy=(171,1614,221,1627)
news-paragraph: HARBOR BOARD. — A special meeting of the above Board was held last night for the purpose of settling the conditions of sale, and appointing a day for auction for the Commons, Shelton store. A long discussion ensued and ultimately the conditions were fixed. The sale will be held on the 2nd of August. Pressure on our space prevents the insertion of the full report. xyxy=(720,68,1044,127)
index-entry: Slack, J. A., Photographic Artist. xyxy=(34,1244,154,1255)
franchise-date: LONDON, July 14. xyxy=(846,388,918,399)
divider xyxy=(387,837,691,838)
rough-on-corns-ad: Ask for Wells' "Rough on Corns." 7½d. Quick relief, complete permanent cure. Corns, warts, bunions. The New Zealand Drug Company. xyxy=(720,1347,1044,1371)
index-entry: Clayton, W. H., Timber Merchant. xyxy=(34,731,160,742)
index-entry: Parnell & Boylan, General Store. xyxy=(34,1181,157,1192)
trinity-title: HOLY TRINITY CHURCH. xyxy=(1454,241,1682,262)
masthead: THE TELEPHONE, WEDNESDAY, JULY 16, 1884. xyxy=(29,17,1735,63)
news-paragraph: PAYMENTS. The following payments were then made: D. Malone, £25 10s.; McDevitt, £29 9s.; Brown and Smail, £3 19s.; A. Robinson, £1 15s.; J. Andrews, £3 10s.; Blakely, £2 2s.; Boody, £4 10s.; Boland, £2 5s.; Fox Finch, £2 9s.; petty cash, £5. xyxy=(1063,1272,1387,1320)
news-paragraph: In the House of Commons to-day Lord Edmund Fitzmaurice, Under-Secretary for Foreign Affairs, announced that intelligence had reached the Government that General Gordon was still at Khartoum and holding his own against the besiegers. The garrison had made constant sallies from the town, with varying success. xyxy=(720,497,1044,556)
local-title: Local and General. xyxy=(450,843,628,867)
loan-capital: CAPITAL £8,000,000. xyxy=(377,163,701,176)
trinity-sub: ANNUAL MEETING OF PARISHIONERS. xyxy=(1453,267,1683,280)
australian-sub: [REUTER'S TELEGRAMS.] xyxy=(830,626,934,636)
index-entry: Large & Townley, Furniture and Pianos. xyxy=(34,1034,182,1045)
northern-title: The Northern Investment Company of New Zealand (Limited). xyxy=(381,410,697,451)
index-entry: Loan and Mercantile Agency Co. xyxy=(34,1056,157,1066)
list-item: For Ormond Mr. A. Fraser. xyxy=(34,405,358,418)
column-3 xyxy=(714,68,1049,2088)
news-paragraph: The minutes of the previous meeting were read and confirmed, and outgoing correspondence read. xyxy=(1063,736,1387,759)
loan-reserve: RESERVE FUND £210,000. xyxy=(377,177,701,190)
